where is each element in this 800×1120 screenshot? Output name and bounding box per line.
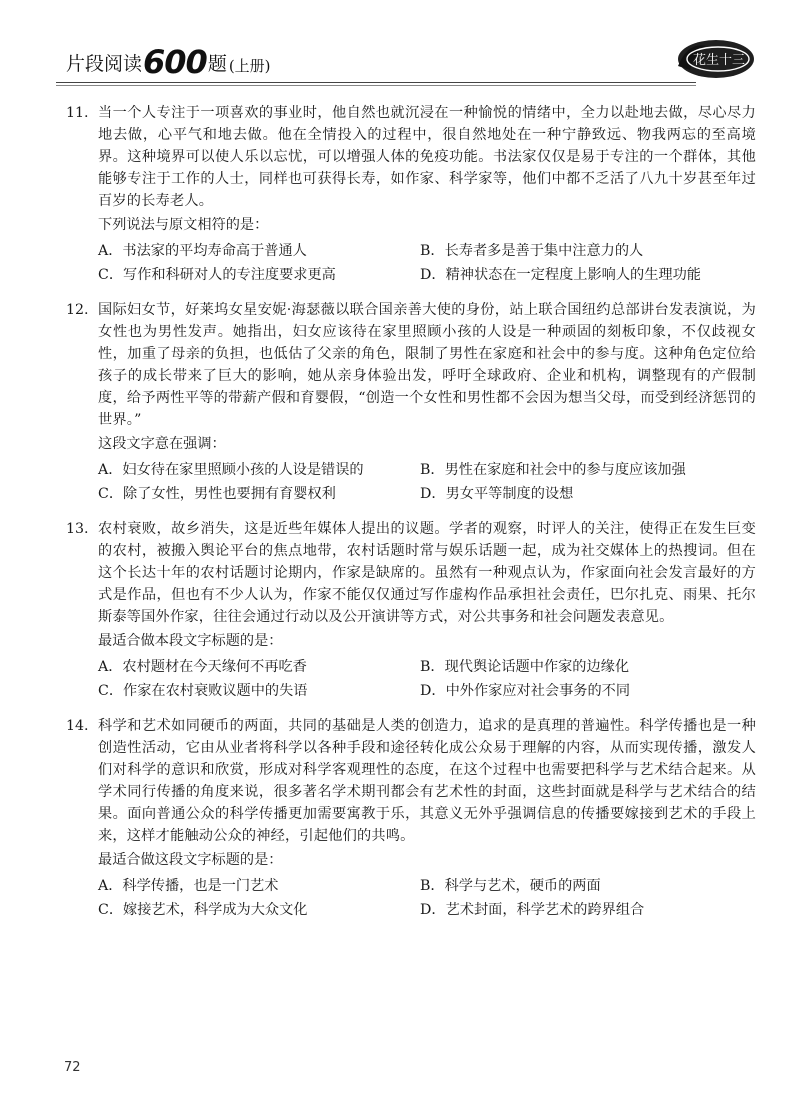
option-a[interactable]: A．科学传播，也是一门艺术	[98, 878, 279, 894]
question-passage: 农村衰败，故乡消失，这是近些年媒体人提出的议题。学者的观察，时评人的关注，使得正在发生巨变的农村，被搬入舆论平台的焦点地带，农村话题时常与娱乐话题一起，成为社交媒体上的热搜词。但在这个长达十年的农村话题讨论期内，作家是缺席的。虽然有一种观点认为，作家面向社会发言最好的方式是作品，但也有不少人认为，作家不能仅仅通过写作虚构作品承担社会责任，巴尔扎克、雨果、托尔斯泰等国外作家，往往会通过行动以及公开演讲等方式，对公共事务和社会问题发表意见。	[98, 521, 756, 625]
option-b[interactable]: B．男性在家庭和社会中的参与度应该加强	[420, 462, 686, 478]
option-b[interactable]: B．现代舆论话题中作家的边缘化	[420, 659, 630, 675]
publisher-logo	[672, 36, 756, 82]
question-number: 13.	[66, 521, 89, 537]
book-title	[66, 43, 271, 81]
answer-options	[98, 458, 756, 506]
option-c[interactable]: C．写作和科研对人的专注度要求更高	[98, 267, 336, 283]
option-c[interactable]: C．作家在农村衰败议题中的失语	[98, 683, 308, 699]
option-b[interactable]: B．长寿者多是善于集中注意力的人	[420, 243, 644, 259]
header-rule	[56, 82, 696, 83]
question-11	[66, 102, 756, 287]
question-prompt: 下列说法与原文相符的是：	[98, 217, 269, 233]
title-volume: (上册)	[228, 57, 271, 75]
option-c[interactable]: C．除了女性，男性也要拥有育婴权利	[98, 486, 336, 502]
option-a[interactable]: A．书法家的平均寿命高于普通人	[98, 243, 307, 259]
question-number: 12.	[66, 302, 89, 318]
question-passage: 当一个人专注于一项喜欢的事业时，他自然也就沉浸在一种愉悦的情绪中，全力以赴地去做，尽心尽力地去做，心平气和地去做。他在全情投入的过程中，很自然地处在一种宁静致远、物我两忘的至高境界。这种境界可以使人乐以忘忧，可以增强人体的免疫功能。书法家仅仅是易于专注的一个群体，其他能够专注于工作的人士，同样也可获得长寿，如作家、科学家等，他们中都不乏活了八九十岁甚至年过百岁的长寿老人。	[98, 105, 756, 209]
option-a[interactable]: A．妇女待在家里照顾小孩的人设是错误的	[98, 462, 364, 478]
logo-text: 花生十三	[692, 53, 746, 68]
option-d[interactable]: D．艺术封面，科学艺术的跨界组合	[420, 902, 645, 918]
header-rule-thin	[56, 85, 696, 86]
question-list	[66, 102, 756, 934]
question-number: 11.	[66, 105, 89, 121]
question-passage: 科学和艺术如同硬币的两面，共同的基础是人类的创造力，追求的是真理的普遍性。科学传播也是一种创造性活动，它由从业者将科学以各种手段和途径转化成公众易于理解的内容，从而实现传播，激发人们对科学的意识和欣赏，形成对科学客观理性的态度，在这个过程中也需要把科学与艺术结合起来。从学术同行传播的角度来说，很多著名学术期刊都会有艺术性的封面，这些封面就是科学与艺术结合的结果。面向普通公众的科学传播更加需要寓教于乐，其意义无外乎强调信息的传播要嫁接到艺术的手段上来，这样才能触动公众的神经，引起他们的共鸣。	[98, 718, 756, 844]
question-number: 14.	[66, 718, 89, 734]
title-prefix: 片段阅读	[66, 53, 143, 75]
question-12	[66, 299, 756, 506]
option-b[interactable]: B．科学与艺术，硬币的两面	[420, 878, 601, 894]
option-c[interactable]: C．嫁接艺术，科学成为大众文化	[98, 902, 308, 918]
page-header	[56, 44, 756, 84]
answer-options	[98, 655, 756, 703]
option-d[interactable]: D．中外作家应对社会事务的不同	[420, 683, 631, 699]
title-unit: 题	[207, 53, 227, 75]
question-passage: 国际妇女节，好莱坞女星安妮·海瑟薇以联合国亲善大使的身份，站上联合国纽约总部讲台发表演说，为女性也为男性发声。她指出，妇女应该待在家里照顾小孩的人设是一种顽固的刻板印象，不仅歧视女性，加重了母亲的负担，也低估了父亲的角色，限制了男性在家庭和社会中的参与度。这种角色定位给孩子的成长带来了巨大的影响，她从亲身体验出发，呼吁全球政府、企业和机构，调整现有的产假制度，给予两性平等的带薪产假和育婴假，“创造一个女性和男性都不会因为想当父母，而受到经济惩罚的世界。”	[98, 302, 756, 428]
option-d[interactable]: D．精神状态在一定程度上影响人的生理功能	[420, 267, 701, 283]
question-14	[66, 715, 756, 922]
question-13	[66, 518, 756, 703]
option-a[interactable]: A．农村题材在今天缘何不再吃香	[98, 659, 307, 675]
question-prompt: 最适合做本段文字标题的是：	[98, 633, 283, 649]
question-prompt: 最适合做这段文字标题的是：	[98, 852, 283, 868]
answer-options	[98, 874, 756, 922]
question-prompt: 这段文字意在强调：	[98, 436, 226, 452]
page-number: 72	[64, 1060, 81, 1075]
option-d[interactable]: D．男女平等制度的设想	[420, 486, 574, 502]
title-number: 600	[143, 43, 207, 81]
answer-options	[98, 239, 756, 287]
